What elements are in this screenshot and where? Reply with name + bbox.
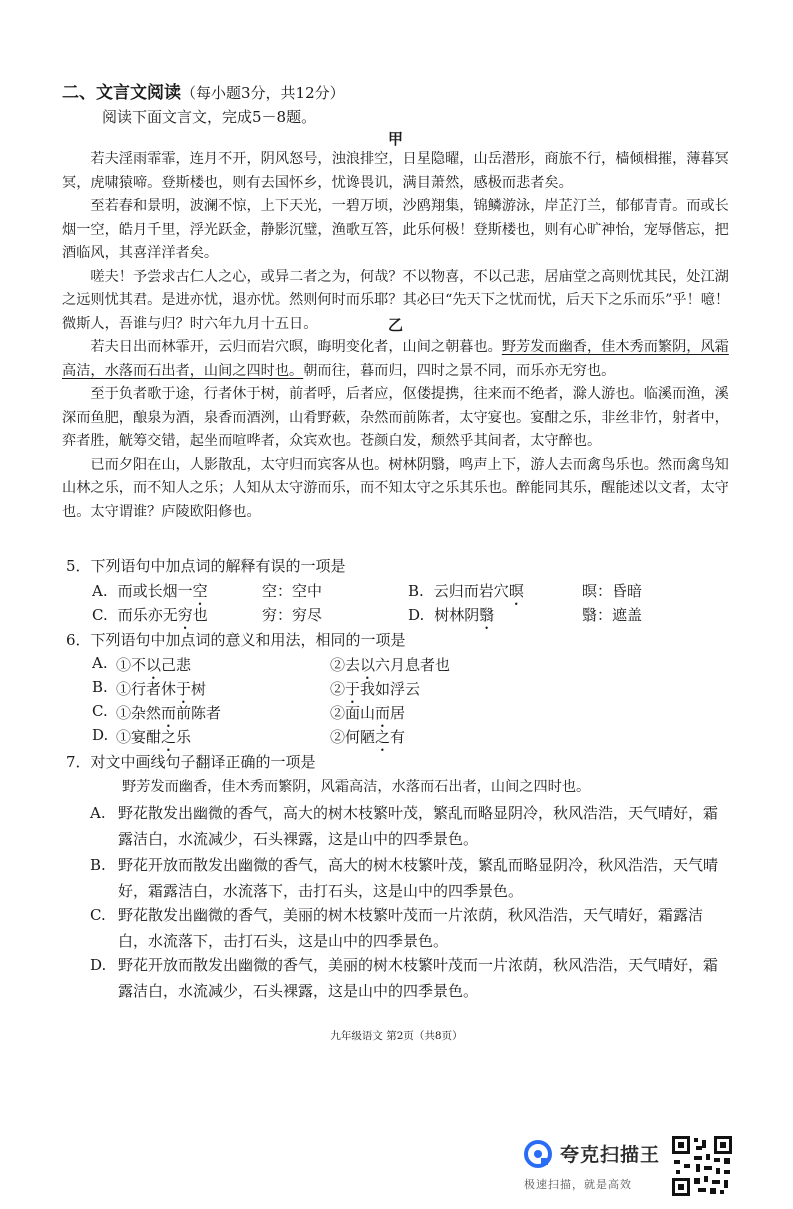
q6-d-label: D. <box>92 726 109 744</box>
passage-yi-heading: 乙 <box>388 316 404 334</box>
q6-a-label: A. <box>92 654 108 672</box>
q5-b-label: B. <box>408 582 424 600</box>
q6-b-right-dot: 于 <box>345 680 361 698</box>
q5-b-gloss: 暝：昏暗 <box>582 582 643 600</box>
q6-stem: 6．下列语句中加点词的意义和用法，相同的一项是 <box>66 631 406 649</box>
q7-b-label: B. <box>90 856 106 874</box>
brand-slogan: 极速扫描，就是高效 <box>524 1178 632 1191</box>
q5-option-d <box>408 604 494 633</box>
q6-b-left-post: 树 <box>191 680 207 698</box>
q7-d-label: D. <box>90 956 107 974</box>
q5-b-dot: 暝 <box>508 582 524 600</box>
quark-logo-icon <box>524 1140 552 1168</box>
section-title-text: 二、文言文阅读 <box>62 83 181 103</box>
q6-b-right-pre: ② <box>330 680 346 698</box>
q6-d-left-dot: 之 <box>161 728 177 746</box>
q6-b-right-post: 我如浮云 <box>360 680 421 698</box>
q5-c-post: 也 <box>192 606 208 624</box>
q5-c-dot: 穷 <box>177 606 193 624</box>
brand-name: 夸克扫描王 <box>560 1144 661 1166</box>
q6-c-right-pre: ②面山 <box>330 704 376 722</box>
q7-option-a <box>90 800 730 852</box>
passage-jia <box>62 148 734 336</box>
q5-stem: 5．下列语句中加点词的解释有误的一项是 <box>66 557 346 575</box>
q5-d-label: D. <box>408 606 425 624</box>
q7-option-b <box>90 852 730 904</box>
q5-d-dot: 翳 <box>479 606 495 624</box>
q7-c-text: 野花散发出幽微的香气，美丽的树木枝繁叶茂而一片浓荫，秋风浩浩，天气晴好，霜露洁白，水流落下，击打石头，这是山中的四季景色。 <box>118 906 704 950</box>
q5-d-gloss: 翳：遮盖 <box>582 606 643 624</box>
q6-c-left-dot: 而 <box>161 704 177 722</box>
qr-code-icon <box>670 1134 734 1198</box>
q7-b-text: 野花开放而散发出幽微的香气，高大的树木枝繁叶茂，繁乱而略显阴冷，秋风浩浩，天气晴好，霜露洁白，水流落下，击打石头，这是山中的四季景色。 <box>118 856 719 900</box>
passage-jia-para-3: 嗟夫！予尝求古仁人之心，或异二者之为，何哉？不以物喜，不以己悲，居庙堂之高则忧其民，处江湖之远则忧其君。是进亦忧，退亦忧。然则何时而乐耶？其必曰“先天下之忧而忧，后天下之乐而乐”乎！噫！微斯人，吾谁与归？时六年九月十五日。 <box>62 268 730 332</box>
q6-a-left-pre: ①不 <box>116 656 147 674</box>
passage-yi-para-3: 已而夕阳在山，人影散乱，太守归而宾客从也。树林阴翳，鸣声上下，游人去而禽鸟乐也。然而禽鸟知山林之乐，而不知人之乐；人知从太守游而乐，而不知太守之乐其乐也。醉能同其乐，醒能述以文者，太守也。太守谓谁？庐陵欧阳修也。 <box>62 456 729 520</box>
passage-yi-para-1-end: 朝而往，暮而归，四时之景不同，而乐亦无穷也。 <box>303 362 616 379</box>
q7-sentence: 野芳发而幽香，佳木秀而繁阴，风霜高洁，水落而石出者，山间之四时也。 <box>122 779 591 795</box>
section-title <box>62 78 345 103</box>
section-instruction: 阅读下面文言文，完成5－8题。 <box>102 108 317 126</box>
q6-c-left-pre: ①杂然 <box>116 704 162 722</box>
q6-c-label: C. <box>92 702 108 720</box>
q7-d-text: 野花开放而散发出幽微的香气，美丽的树木枝繁叶茂而一片浓荫，秋风浩浩，天气晴好，霜露洁白，水流减少，石头裸露，这是山中的四季景色。 <box>118 956 719 1000</box>
q7-a-text: 野花散发出幽微的香气，高大的树木枝繁叶茂，繁乱而略显阴冷，秋风浩浩，天气晴好，霜露洁白，水流减少，石头裸露，这是山中的四季景色。 <box>118 804 719 848</box>
q6-a-right-dot: 以 <box>360 656 376 674</box>
q6-b-label: B. <box>92 678 108 696</box>
q7-option-c <box>90 902 730 954</box>
q7-c-label: C. <box>90 906 106 924</box>
q6-c-left-post: 前陈者 <box>176 704 222 722</box>
q7-stem: 7．对文中画线句子翻译正确的一项是 <box>66 753 316 771</box>
passage-yi-para-2: 至于负者歌于途，行者休于树，前者呼，后者应，伛偻提携，往来而不绝者，滁人游也。临溪而渔，溪深而鱼肥，酿泉为酒，泉香而酒洌，山肴野蔌，杂然而前陈者，太守宴也。宴酣之乐，非丝非竹，射者中，弈者胜，觥筹交错，起坐而喧哗者，众宾欢也。苍颜白发，颓然乎其间者，太守醉也。 <box>62 386 729 449</box>
q5-a-gloss: 空：空中 <box>262 582 323 600</box>
q5-a-label: A. <box>92 582 108 600</box>
q6-d-left-pre: ①宴酣 <box>116 728 162 746</box>
q5-b-pre: 云归而岩穴 <box>433 582 509 600</box>
q6-d-right <box>330 726 405 755</box>
q5-c-pre: 而乐亦无 <box>117 606 178 624</box>
passage-yi-para-1-start: 若夫日出而林霏开，云归而岩穴暝，晦明变化者，山间之朝暮也。 <box>90 339 502 355</box>
passage-yi-para-1 <box>62 336 734 383</box>
passage-jia-para-2: 至若春和景明，波澜不惊，上下天光，一碧万顷，沙鸥翔集，锦鳞游泳，岸芷汀兰，郁郁青青。而或长烟一空，皓月千里，浮光跃金，静影沉璧，渔歌互答，此乐何极！登斯楼也，则有心旷神怡，宠辱偕忘，把酒临风，其喜洋洋者矣。 <box>62 198 729 261</box>
q6-a-right-post: 六月息者也 <box>375 656 451 674</box>
page-footer: 九年级语文 第2页（共8页） <box>330 1030 463 1042</box>
q6-d-right-post: 有 <box>390 728 406 746</box>
q6-a-left-post: 己悲 <box>161 656 192 674</box>
q7-option-d <box>90 952 730 1004</box>
section-score-note: （每小题3分，共12分） <box>181 84 345 102</box>
q6-a-left-dot: 以 <box>146 656 162 674</box>
q5-a-pre: 而或长烟一 <box>117 582 193 600</box>
q5-a-dot: 空 <box>192 582 208 600</box>
passage-jia-para-1: 若夫淫雨霏霏，连月不开，阴风怒号，浊浪排空，日星隐曜，山岳潜形，商旅不行，樯倾楫摧，薄暮冥冥，虎啸猿啼。登斯楼也，则有去国怀乡，忧谗畏讥，满目萧然，感极而悲者矣。 <box>62 151 729 191</box>
passage-yi <box>62 336 734 524</box>
underlined-sentence: 野芳发而幽香，佳木秀而繁阴，风霜高洁，水落而石出者，山间之四时也。 <box>62 339 729 379</box>
q5-c-gloss: 穷：穷尽 <box>262 606 323 624</box>
scanner-watermark <box>524 1136 674 1198</box>
q5-c-label: C. <box>92 606 108 624</box>
q6-b-left-dot: 于 <box>176 680 192 698</box>
passage-jia-heading: 甲 <box>388 130 404 148</box>
q5-d-pre: 树林阴 <box>434 606 480 624</box>
q6-a-right-pre: ②去 <box>330 656 361 674</box>
q6-d-right-pre: ②何陋 <box>330 728 376 746</box>
q6-c-right-post: 居 <box>390 704 406 722</box>
q6-d-right-dot: 之 <box>375 728 391 746</box>
q6-b-left-pre: ①行者休 <box>116 680 177 698</box>
q6-c-right-dot: 而 <box>375 704 391 722</box>
q6-d-left-post: 乐 <box>176 728 192 746</box>
q7-a-label: A. <box>90 804 106 822</box>
